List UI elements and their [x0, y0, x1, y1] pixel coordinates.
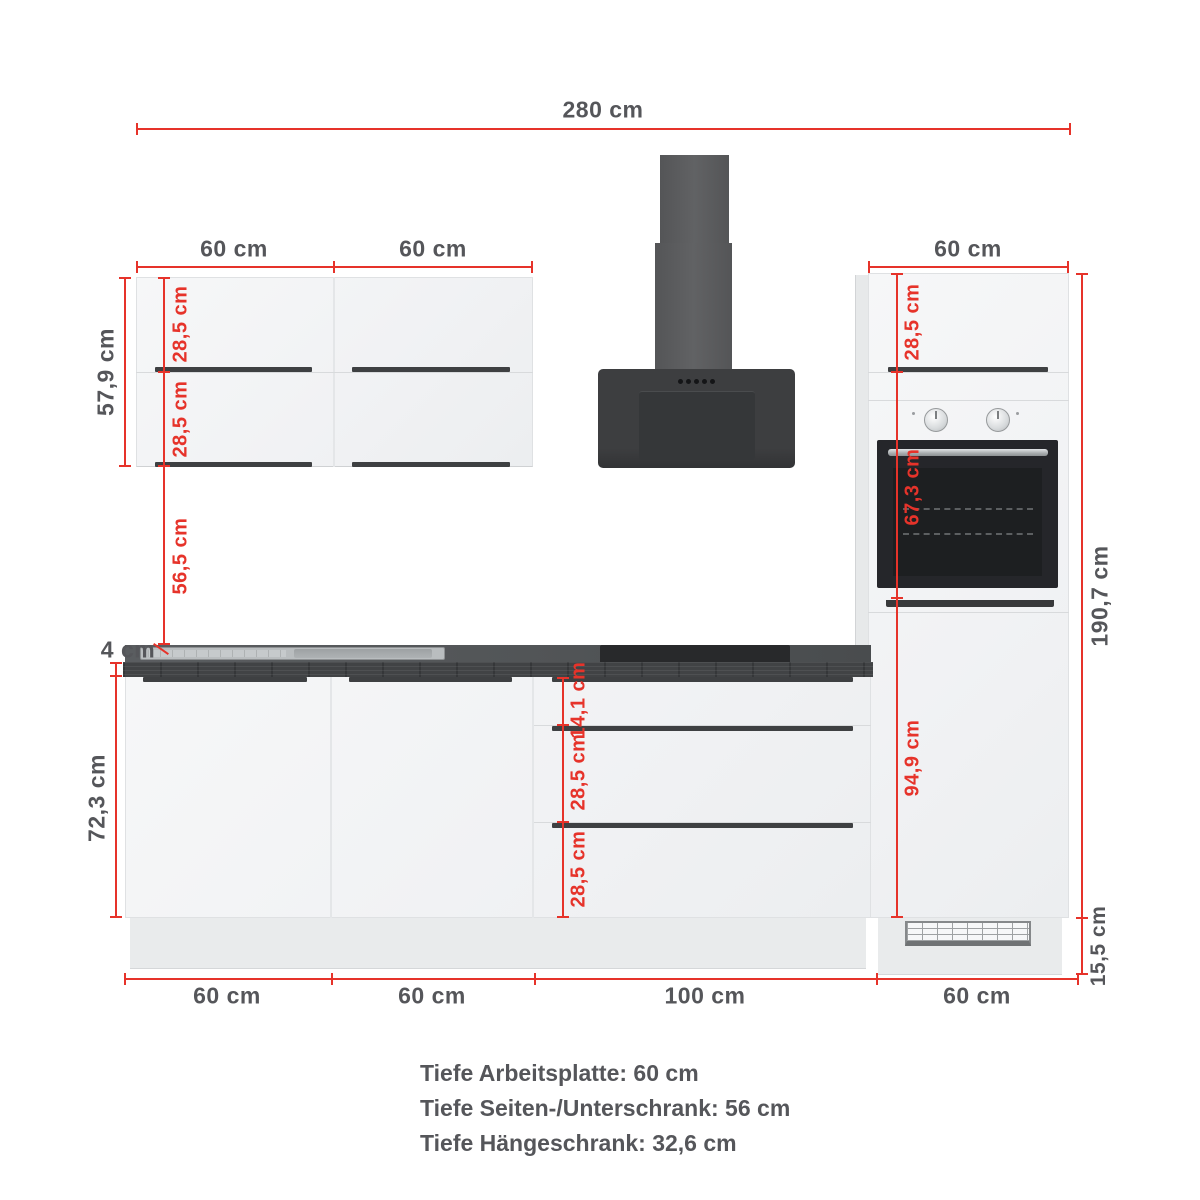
drawer-handle [552, 726, 853, 731]
tall-lower-door-seam [868, 612, 1069, 613]
dim-label-wall-left-width: 60 cm [200, 235, 268, 262]
dim-label-base-w2: 60 cm [398, 982, 466, 1009]
dim-tick [868, 261, 870, 273]
dim-tick [891, 916, 903, 918]
dim-tick [110, 916, 122, 918]
countertop-front-edge [123, 662, 873, 677]
wall-door-handle [155, 462, 312, 467]
dim-line-tall-total [1081, 273, 1083, 919]
dim-label-base-height: 72,3 cm [83, 754, 110, 842]
oven-bottom-trim [886, 600, 1054, 607]
oven-knob-mark [1016, 412, 1019, 415]
oven-knob-mark [912, 412, 915, 415]
dim-line-drawers [562, 677, 564, 918]
dim-label-total-width: 280 cm [562, 96, 644, 123]
dim-tick [331, 973, 333, 985]
hood-button [702, 379, 707, 384]
dim-label-worktop-thickness: 4 cm [100, 636, 156, 663]
dim-tick [531, 261, 533, 273]
tall-door-handle [888, 367, 1048, 372]
hood-front-panel [639, 391, 755, 460]
dim-tick [136, 123, 138, 135]
base-divider [330, 677, 332, 918]
dim-tick [158, 371, 170, 373]
dim-tick [110, 675, 122, 677]
dim-tick [876, 973, 878, 985]
dim-tick [557, 916, 569, 918]
dim-label-oven-height: 67,3 cm [901, 448, 924, 526]
dim-label-wall-right-width: 60 cm [399, 235, 467, 262]
dim-label-drawer-top: 14,1 cm [567, 661, 590, 739]
dim-tick [557, 821, 569, 823]
dim-tick [891, 371, 903, 373]
dim-tick [136, 261, 138, 273]
hood-button [694, 379, 699, 384]
base-plinth [130, 918, 866, 969]
vent-grille [905, 921, 1031, 946]
drawer-handle [552, 823, 853, 828]
dim-label-tall-total-height: 190,7 cm [1086, 545, 1113, 647]
dim-label-wall-door-top: 28,5 cm [169, 285, 192, 363]
dim-label-wall-height: 57,9 cm [92, 328, 119, 416]
dim-tick [891, 273, 903, 275]
cooktop [600, 645, 790, 662]
dim-tick [891, 597, 903, 599]
dim-tick [1069, 123, 1071, 135]
dim-tick [124, 973, 126, 985]
dim-label-wall-door-bottom: 28,5 cm [169, 380, 192, 458]
dim-line-wall-doors [163, 277, 165, 645]
dim-label-drawer-mid: 28,5 cm [567, 733, 590, 811]
sink-bowl [294, 649, 432, 658]
dim-label-drawer-bottom: 28,5 cm [567, 830, 590, 908]
dim-tick [534, 973, 536, 985]
dim-label-tall-door-top: 28,5 cm [901, 283, 924, 361]
dim-tick [1077, 973, 1079, 985]
dim-label-backsplash-height: 56,5 cm [169, 517, 192, 595]
drawer-handle [552, 677, 853, 682]
hood-button [710, 379, 715, 384]
dim-label-base-w3: 100 cm [664, 982, 746, 1009]
hood-chimney-upper [660, 155, 729, 244]
depth-note-base-cabinet: Tiefe Seiten-/Unterschrank: 56 cm [420, 1095, 791, 1121]
base-door-handle [143, 677, 307, 682]
wall-door-handle [352, 367, 510, 372]
base-door-handle [349, 677, 512, 682]
dim-label-base-w1: 60 cm [193, 982, 261, 1009]
dim-line-tall-width [868, 266, 1069, 268]
oven-knob-right [986, 408, 1010, 432]
dim-tick [1076, 273, 1088, 275]
hood-button [686, 379, 691, 384]
dim-tick [158, 277, 170, 279]
oven-panel-seam [868, 400, 1069, 401]
dim-label-base-w4: 60 cm [943, 982, 1011, 1009]
dim-label-tall-width: 60 cm [934, 235, 1002, 262]
dim-tick [158, 465, 170, 467]
dim-line-base-height [115, 662, 117, 918]
dim-label-tall-lower: 94,9 cm [901, 719, 924, 797]
dim-line-plinth-height [1081, 919, 1083, 975]
dim-tick [119, 277, 131, 279]
wall-door-handle [155, 367, 312, 372]
dim-tick [119, 465, 131, 467]
base-divider [532, 677, 534, 918]
depth-note-worktop: Tiefe Arbeitsplatte: 60 cm [420, 1060, 699, 1086]
dim-line-base-widths [124, 978, 1079, 980]
dim-tick [1067, 261, 1069, 273]
dim-line-wall-height [124, 277, 126, 467]
hood-button [678, 379, 683, 384]
dim-line-tall-inner [896, 273, 898, 918]
dim-line-total-width [136, 128, 1071, 130]
depth-notes [420, 1056, 790, 1161]
depth-note-wall-cabinet: Tiefe Hängeschrank: 32,6 cm [420, 1130, 737, 1156]
dim-label-plinth-height: 15,5 cm [1087, 905, 1110, 987]
oven-knob-left [924, 408, 948, 432]
base-cabinets [125, 677, 871, 918]
oven-rack [903, 533, 1033, 535]
dim-tick [333, 261, 335, 273]
hood-chimney-lower [655, 243, 732, 370]
wall-door-handle [352, 462, 510, 467]
wall-door-seam [136, 372, 533, 373]
